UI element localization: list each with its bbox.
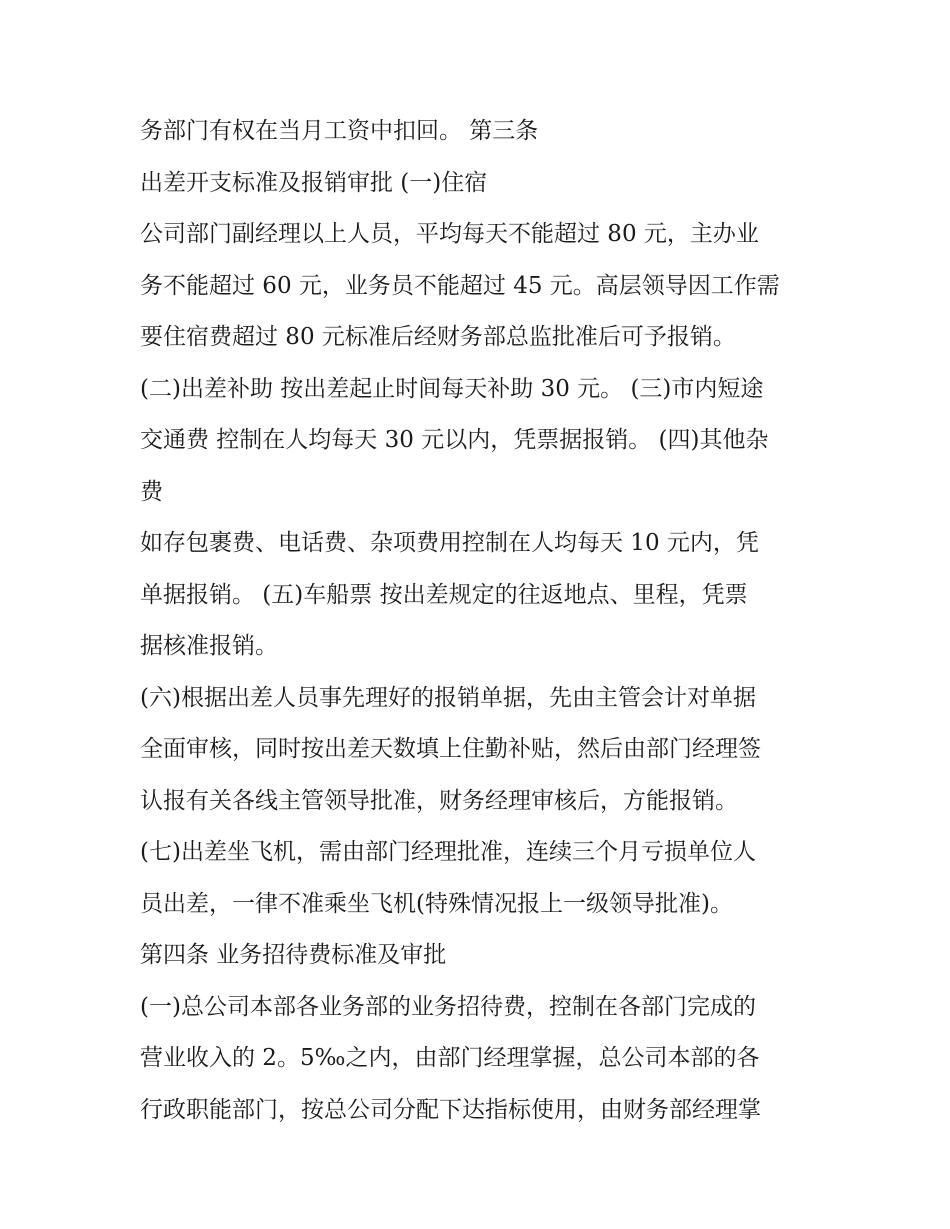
text-line: (七)出差坐飞机，需由部门经理批准，连续三个月亏损单位人 bbox=[140, 839, 756, 865]
text-line: 出差开支标准及报销审批 (一)住宿 bbox=[140, 169, 488, 196]
document-body bbox=[140, 106, 820, 1136]
text-line: 如存包裹费、电话费、杂项费用控制在人均每天 10 元内，凭 bbox=[140, 530, 759, 556]
text-line: 务部门有权在当月工资中扣回。 第三条 bbox=[140, 118, 539, 144]
text-line: 营业收入的 2。5‰之内，由部门经理掌握，总公司本部的各 bbox=[140, 1045, 760, 1071]
text-line: 员出差，一律不准乘坐飞机(特殊情况报上一级领导批准)。 bbox=[140, 890, 733, 917]
text-line: 费 bbox=[140, 478, 163, 505]
text-line: 要住宿费超过 80 元标准后经财务部总监批准后可予报销。 bbox=[140, 324, 736, 350]
text-line: 公司部门副经理以上人员，平均每天不能超过 80 元，主办业 bbox=[140, 221, 759, 247]
text-line: (六)根据出差人员事先理好的报销单据，先由主管会计对单据 bbox=[140, 684, 756, 711]
text-line: 单据报销。 (五)车船票 按出差规定的往返地点、里程，凭票 bbox=[140, 581, 748, 608]
text-line: 第四条 业务招待费标准及审批 bbox=[140, 942, 447, 968]
text-line: 据核准报销。 bbox=[140, 633, 278, 659]
text-line: (一)总公司本部各业务部的业务招待费，控制在各部门完成的 bbox=[140, 993, 756, 1020]
text-line: 务不能超过 60 元，业务员不能超过 45 元。高层领导因工作需 bbox=[140, 272, 780, 299]
text-line: 交通费 控制在人均每天 30 元以内，凭票据报销。 (四)其他杂 bbox=[140, 427, 769, 453]
text-line: (二)出差补助 按出差起止时间每天补助 30 元。 (三)市内短途 bbox=[140, 375, 764, 402]
text-line: 全面审核，同时按出差天数填上住勤补贴，然后由部门经理签 bbox=[140, 736, 761, 762]
text-line: 认报有关各线主管领导批准，财务经理审核后，方能报销。 bbox=[140, 787, 738, 814]
text-line: 行政职能部门，按总公司分配下达指标使用，由财务部经理掌 bbox=[140, 1096, 761, 1123]
